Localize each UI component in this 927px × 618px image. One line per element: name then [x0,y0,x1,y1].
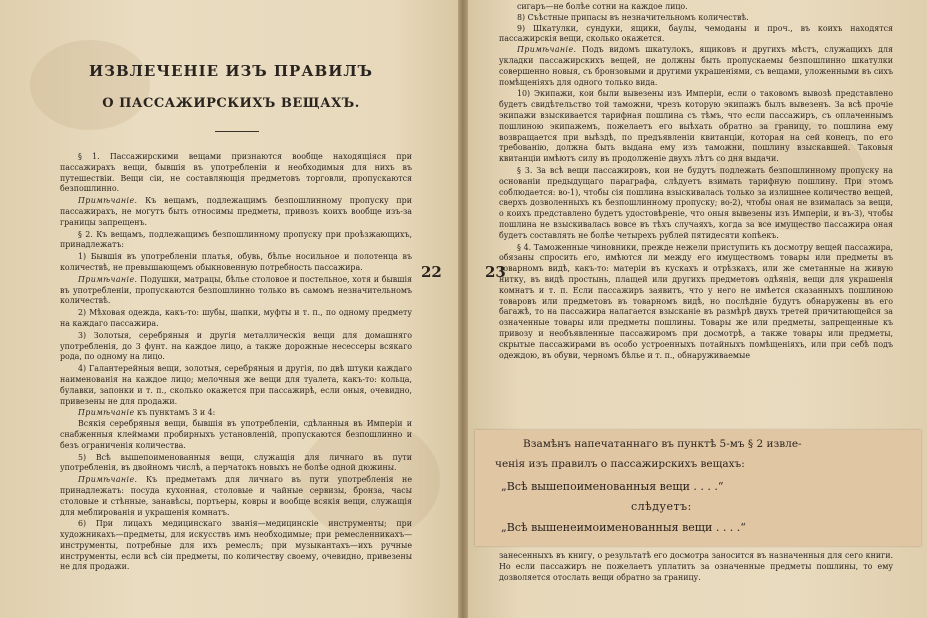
item-5: 5) Всѣ вышепоименованныя вещи, служащія для личнаго въ пути употребленія, въ двойномъ числѣ, а перчатокъ новыхъ не болѣе одной дюжины. [60,452,412,473]
right-text-column [499,2,893,361]
section-1: § 1. Пассажирскими вещами признаются вообще находящіяся при пассажирахъ вещи, бывшія въ употребленіи и необходимыя для нихъ въ путешествіи. Вещи сіи, не составляющія предметовъ торговли, пропускаются безпошлинно. [60,152,412,194]
note-1 [60,196,412,228]
section-2: § 2. Къ вещамъ, подлежащимъ безпошлинному пропуску при проѣзжающихъ, принадлежатъ: [60,229,412,250]
page-number: 23 [485,263,506,281]
note-label: Примѣчаніе. [78,274,138,284]
note-text: Подушки, матрацы, бѣлье столовое и постельное, хотя и бывшія въ употребленіи, пропускаются безпошлинно только въ самомъ незначительномъ количествѣ. [60,274,412,306]
item-3: 3) Золотыя, серебряныя и другія металлическія вещи для домашняго употребленія, до 3 фунт. на каждое лицо, а также дорожные несессеры всякаго рода, по одному на лицо. [60,330,412,362]
erratum-new-text: „Всѣ вышенеимоименованныя вещи . . . .“ [501,521,746,534]
paper-stain [30,40,150,130]
erratum-line-2: ченія изъ правилъ о пассажирскихъ вещахъ: [495,458,745,470]
item-1: 1) Бывшія въ употребленіи платья, обувь, бѣлье носильное и полотенца въ количествѣ, не превышающемъ обыкновенную потребность пассажира. [60,252,412,272]
note-label: Примѣчаніе. [78,475,138,485]
erratum-follows: слѣдуетъ: [631,500,692,513]
erratum-line-1: Взамѣнъ напечатаннаго въ пунктѣ 5-мъ § 2 извле- [523,438,802,450]
page-number: 22 [421,263,442,281]
note-3 [60,408,412,419]
erratum-slip [475,430,921,546]
note-label: Примѣчаніе [78,408,135,418]
erratum-old-text: „Всѣ вышепоименованныя вещи . . . .“ [501,480,724,493]
note-text: Подъ видомъ шкатулокъ, ящиковъ и другихъ мѣстъ, служащихъ для укладки пассажирскихъ вещей, не должны быть пропускаемы безпошлинно шкатулки совершенно новыя, съ бронзовыми и другими украшеніями, съ вещами, уложенными въ сихъ помѣщеніяхъ для одного только вида. [499,45,893,87]
item-4: 4) Галантерейныя вещи, золотыя, серебряныя и другія, по двѣ штуки каждаго наименованія на каждое лицо; мелочныя же вещи для туалета, какъ-то: кольца, булавки, запонки и т. п., сколько окажется при пассажирѣ, если оныя, очевидно, привезены не для продажи. [60,364,412,406]
note-4 [60,475,412,518]
item-10: 10) Экипажи, кои были вывезены изъ Имперіи, если о таковомъ вывозѣ представлено будетъ свидѣтельство той таможни, чрезъ которую экипажъ былъ вывезенъ. За всѣ прочіе экипажи взыскивается тарифная пошлина съ тѣмъ, что если пассажиръ, съ оплаченнымъ пошлиною экипажемъ, пожелаетъ его выѣхать обратно за границу, то пошлина ему возвращается при выѣздѣ, по предъявленіи квитанціи, которая на сей конецъ, по его требованію, должна быть выдана ему изъ таможни, пошлину взыскавшей. Таковыя квитанціи имѣютъ силу въ продолженіе двухъ лѣтъ со дня выдачи. [499,89,893,164]
note-label: Примѣчаніе. [517,45,577,55]
note-3-body: Всякія серебряныя вещи, бывшія въ употребленіи, сдѣланныя въ Имперіи и снабженныя клеймами пробирныхъ установленій, пропускаются безпошлинно и безъ ограниченія количества. [60,419,412,450]
text-below-slip [499,550,893,583]
left-page [0,0,462,618]
page-title: ИЗВЛЕЧЕНІЕ ИЗЪ ПРАВИЛЪ [88,62,374,80]
left-text-column [60,152,412,573]
item-9: 9) Шкатулки, сундуки, ящики, баулы, чемоданы и проч., въ коихъ находятся пассажирскія вещи, сколько окажется. [499,23,893,44]
book-gutter [458,0,468,618]
section-3: § 3. За всѣ вещи пассажировъ, кои не будутъ подлежать безпошлинному пропуску на основаніи предыдущаго параграфа, слѣдуетъ взимать тарифную пошлину. При этомъ соблюдается: во-1), чтобы сія пошлина взыскивалась только за излишнее количество вещей, сверхъ дозволенныхъ къ безпошлинному пропуску; во-2), чтобы оная не взималась за вещи, о коихъ представлено будетъ удостовѣреніе, что оныя вывезены изъ Имперіи, и въ-3), чтобы пошлина не взыскивалась вовсе въ тѣхъ случаяхъ, когда за все имущество пассажира оная будетъ составлять не болѣе четырехъ рублей пятидесяти копѣекъ. [499,165,893,240]
final-paragraph: занесенныхъ въ книгу, о результатѣ его досмотра заносится въ назначенныя для сего книги. Но если пассажиръ не пожелаетъ уплатить за означенные предметы пошлины, то ему дозволяется отослать вещи обратно за границу. [499,551,893,582]
right-page [465,0,927,618]
page-subtitle: О ПАССАЖИРСКИХЪ ВЕЩАХЪ. [102,96,360,111]
note-2 [60,275,412,307]
note-text: Къ вещамъ, подлежащимъ безпошлинному пропуску при пассажирахъ, не могутъ быть относимы предметы, привозъ коихъ вообще изъ-за границы запрещенъ. [60,196,412,227]
title-divider [215,131,259,132]
item-2: 2) Мѣховая одежда, какъ-то: шубы, шапки, муфты и т. п., по одному предмету на каждаго пассажира. [60,308,412,328]
continued-line: сигаръ—не болѣе сотни на каждое лицо. [517,2,688,11]
note-text: Къ предметамъ для личнаго въ пути употребленія не принадлежатъ: посуда кухонная, столовые и чайные сервизы, бронза, часы столовые и стѣнные, занавѣсы, портьеры, ковры и вообще всякія вещи, служащія для меблированія и украшенія комнатъ. [60,475,412,517]
section-4: § 4. Таможенные чиновники, прежде нежели приступить къ досмотру вещей пассажира, обязаны спросить его, имѣются ли между его имуществомъ товары или предметы въ товарномъ видѣ, какъ-то: матеріи въ кускахъ и отрѣзкахъ, или же сметанные на живую нитку, въ видѣ простынь, плащей или другихъ предметовъ одѣянія, вещи для украшенія комнатъ и т. п. Если пассажиръ заявитъ, что у него не имѣется сказанныхъ пошлиною товаровъ или предметовъ въ товарномъ видѣ, но послѣдніе будутъ обнаружены въ его багажѣ, то на пассажира налагается взысканіе въ размѣрѣ двухъ третей причитающейся за означенные товары или предметы пошлины. Товары же или предметы, запрещенные къ привозу и необъявленные пассажиромъ при досмотрѣ, а также товары или предметы, скрытые пассажирами въ особо устроенныхъ потайныхъ помѣщеніяхъ, или при себѣ подъ одеждою, въ обуви, черномъ бѣлье и т. п., обнаруживаемые [499,242,893,360]
note-boxes [499,45,893,88]
item-8: 8) Съѣстные припасы въ незначительномъ количествѣ. [517,12,749,22]
item-6: 6) При лицахъ медицинскаго званія—медицинскіе инструменты; при художникахъ—предметы, для искусствъ имъ необходимые; при ремесленникахъ—инструменты, потребные для ихъ ремеслъ; при музыкантахъ—ихъ ручные инструменты, если всѣ сіи предметы, по количеству своему, очевидно, привезены не для продажи. [60,519,412,572]
note-text: къ пунктамъ 3 и 4: [134,408,216,418]
note-label: Примѣчаніе. [78,196,138,206]
